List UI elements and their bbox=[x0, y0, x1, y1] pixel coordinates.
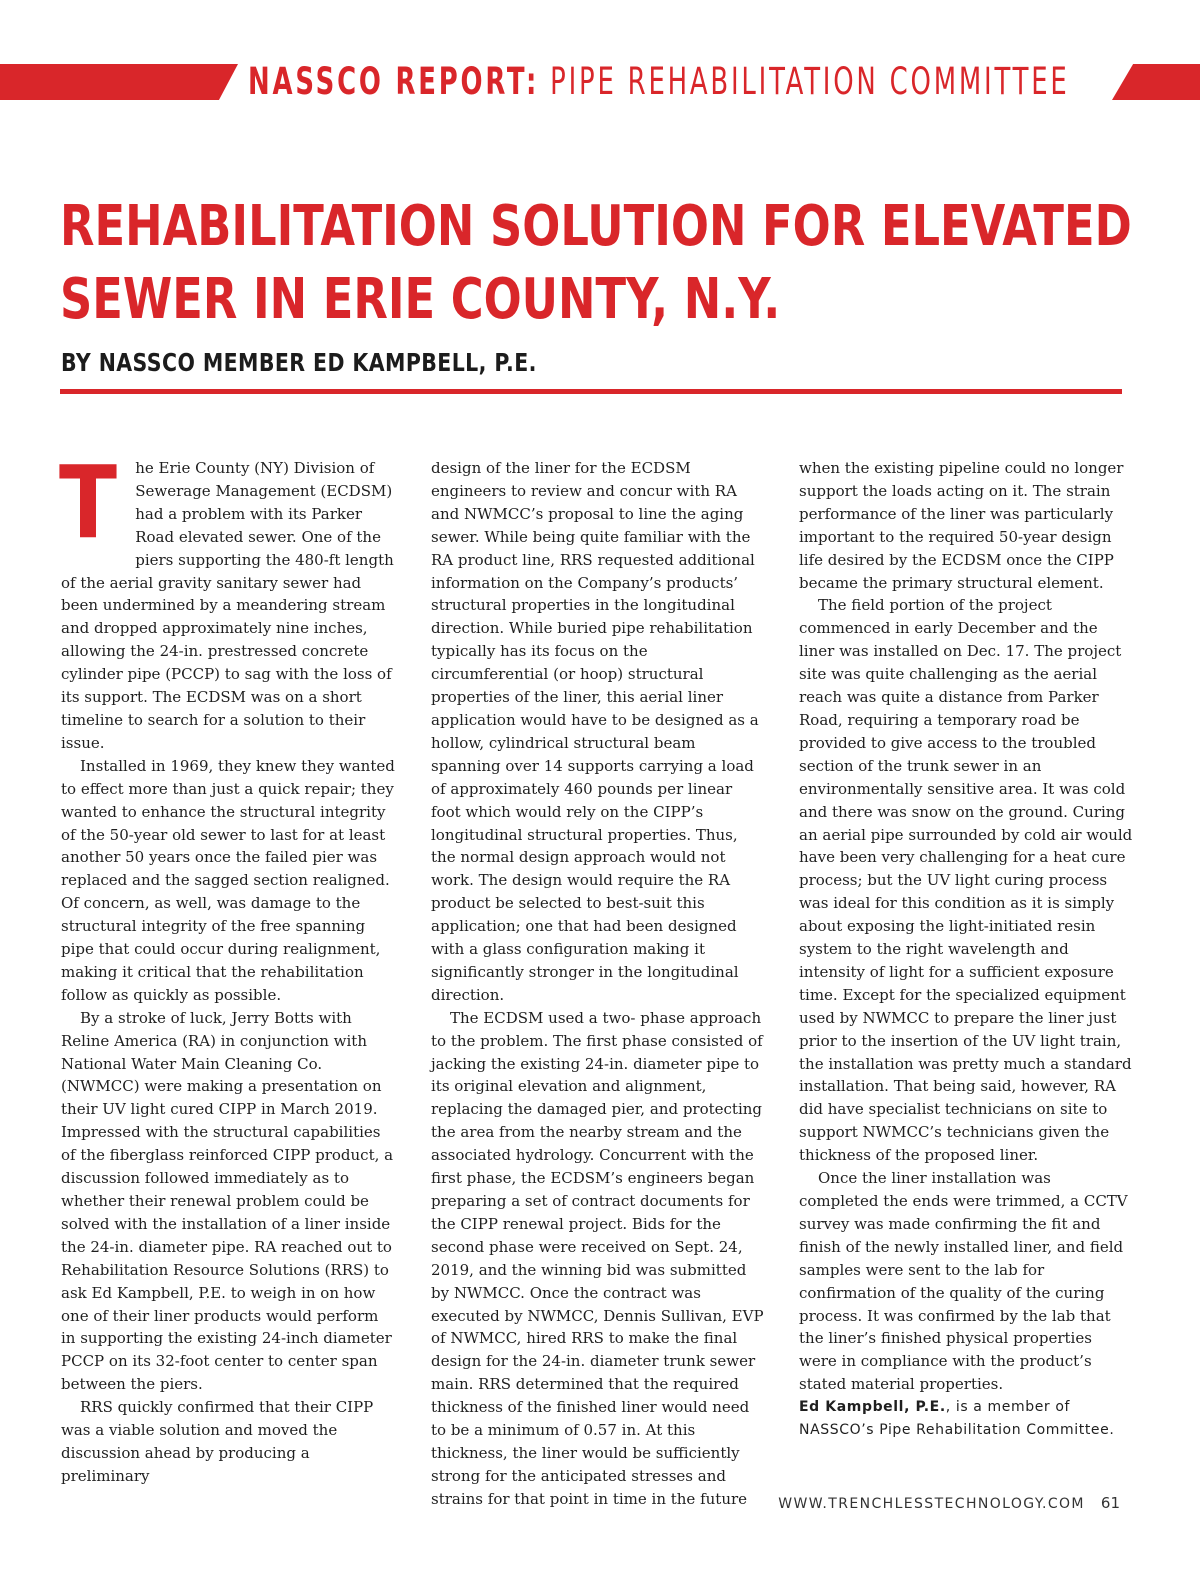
paragraph-1-text: he Erie County (NY) Division of Sewerage Management (ECDSM) had a problem with its Parker Road elevated sewer. One of the piers supporting the 480-ft length of the aerial gravity sanitary sewer had been undermined by a meandering stream and dropped approximately nine inches, allowing the 24-in. prestressed concrete cylinder pipe (PCCP) to sag with the loss of its support. The ECDSM was on a short timeline to search for a solution to their issue. bbox=[61, 459, 394, 752]
section-banner bbox=[248, 60, 1070, 104]
banner-strong-label: NASSCO REPORT: bbox=[248, 60, 540, 103]
paragraph-1 bbox=[59, 444, 395, 755]
paragraph-3: By a stroke of luck, Jerry Botts with Reline America (RA) in conjunction with National Water Main Cleaning Co. (NWMCC) were making a presentation on their UV light cured CIPP in March 2019. Impressed with the structural capabilities of the fiberglass reinforced CIPP product, a discussion followed immediately as to whether their renewal problem could be solved with the installation of a liner inside the 24-in. diameter pipe. RA reached out to Rehabilitation Resource Solutions (RRS) to ask Ed Kampbell, P.E. to weigh in on how one of their liner products would perform in supporting the existing 24-inch diameter PCCP on its 32-foot center to center span between the piers. bbox=[61, 1008, 394, 1394]
footer-url: WWW.TRENCHLESSTECHNOLOGY.COM bbox=[778, 1496, 1085, 1512]
headline-line-1: REHABILITATION SOLUTION FOR ELEVATED bbox=[60, 194, 1132, 259]
article-column-1 bbox=[59, 444, 395, 1488]
headline-line-2: SEWER IN ERIE COUNTY, N.Y. bbox=[60, 267, 781, 332]
page-footer bbox=[760, 1492, 1120, 1514]
article-column-2 bbox=[431, 457, 765, 1511]
byline: BY NASSCO MEMBER ED KAMPBELL, P.E. bbox=[61, 348, 537, 377]
headline-divider bbox=[60, 389, 1122, 394]
paragraph-5: design of the liner for the ECDSM engineers to review and concur with RA and NWMCC’s proposal to line the aging sewer. While being quite familiar with the RA product line, RRS requested additional information on the Company’s products’ structural properties in the longitudinal direction. While buried pipe rehabilitation typically has its focus on the circumferential (or hoop) structural properties of the liner, this aerial liner application would have to be designed as a hollow, cylindrical structural beam spanning over 14 supports carrying a load of approximately 460 pounds per linear foot which would rely on the CIPP’s longitudinal structural properties. Thus, the normal design approach would not work. The design would require the RA product be selected to best-suit this application; one that had been designed with a glass configuration making it significantly stronger in the longitudinal direction. bbox=[431, 459, 759, 1004]
paragraph-7: when the existing pipeline could no longer support the loads acting on it. The strain performance of the liner was particularly important to the required 50-year design life desired by the ECDSM once the CIPP became the primary structural element. bbox=[799, 459, 1124, 592]
banner-left-bar bbox=[0, 64, 238, 100]
paragraph-8: The field portion of the project commenced in early December and the liner was installed on Dec. 17. The project site was quite challenging as the aerial reach was quite a distance from Parker Road, requiring a temporary road be provided to give access to the troubled section of the trunk sewer in an environmentally sensitive area. It was cold and there was snow on the ground. Curing an aerial pipe surrounded by cold air would have been very challenging for a heat cure process; but the UV light curing process was ideal for this condition as it is simply about exposing the light-initiated resin system to the right wavelength and intensity of light for a sufficient exposure time. Except for the specialized equipment used by NWMCC to prepare the liner just prior to the insertion of the UV light train, the installation was pretty much a standard installation. That being said, however, RA did have specialist technicians on site to support NWMCC’s technicians given the thickness of the proposed liner. bbox=[799, 596, 1133, 1165]
author-bio bbox=[799, 1396, 1133, 1441]
banner-right-bar bbox=[1112, 64, 1200, 100]
page-number: 61 bbox=[1100, 1494, 1120, 1512]
author-bio-text: , is a member of NASSCO’s Pipe Rehabilitation Committee. bbox=[799, 1399, 1115, 1438]
article-column-3 bbox=[799, 457, 1133, 1441]
paragraph-6: The ECDSM used a two- phase approach to the problem. The first phase consisted of jacking the existing 24-in. diameter pipe to its original elevation and alignment, replacing the damaged pier, and protecting the area from the nearby stream and the associated hydrology. Concurrent with the first phase, the ECDSM’s engineers began preparing a set of contract documents for the CIPP renewal project. Bids for the second phase were received on Sept. 24, 2019, and the winning bid was submitted by NWMCC. Once the contract was executed by NWMCC, Dennis Sullivan, EVP of NWMCC, hired RRS to make the final design for the 24-in. diameter trunk sewer main. RRS determined that the required thickness of the finished liner would need to be a minimum of 0.57 in. At this thickness, the liner would be sufficiently strong for the anticipated stresses and strains for that point in time in the future bbox=[431, 1008, 764, 1508]
article-headline bbox=[60, 190, 1132, 336]
banner-light-label: PIPE REHABILITATION COMMITTEE bbox=[550, 60, 1070, 103]
paragraph-2: Installed in 1969, they knew they wanted to effect more than just a quick repair; they wanted to enhance the structural integrity of the 50-year old sewer to last for at least another 50 years once the failed pier was replaced and the sagged section realigned. Of concern, as well, was damage to the structural integrity of the free spanning pipe that could occur during realignment, making it critical that the rehabilitation follow as quickly as possible. bbox=[61, 756, 395, 1004]
author-name: Ed Kampbell, P.E. bbox=[799, 1399, 946, 1416]
paragraph-4: RRS quickly confirmed that their CIPP was a viable solution and moved the discussion ahead by producing a preliminary bbox=[61, 1398, 374, 1485]
dropcap: T bbox=[59, 444, 117, 561]
paragraph-9: Once the liner installation was completed the ends were trimmed, a CCTV survey was made confirming the fit and finish of the newly installed liner, and field samples were sent to the lab for confirmation of the quality of the curing process. It was confirmed by the lab that the liner’s finished physical properties were in compliance with the product’s stated material properties. bbox=[799, 1169, 1128, 1394]
